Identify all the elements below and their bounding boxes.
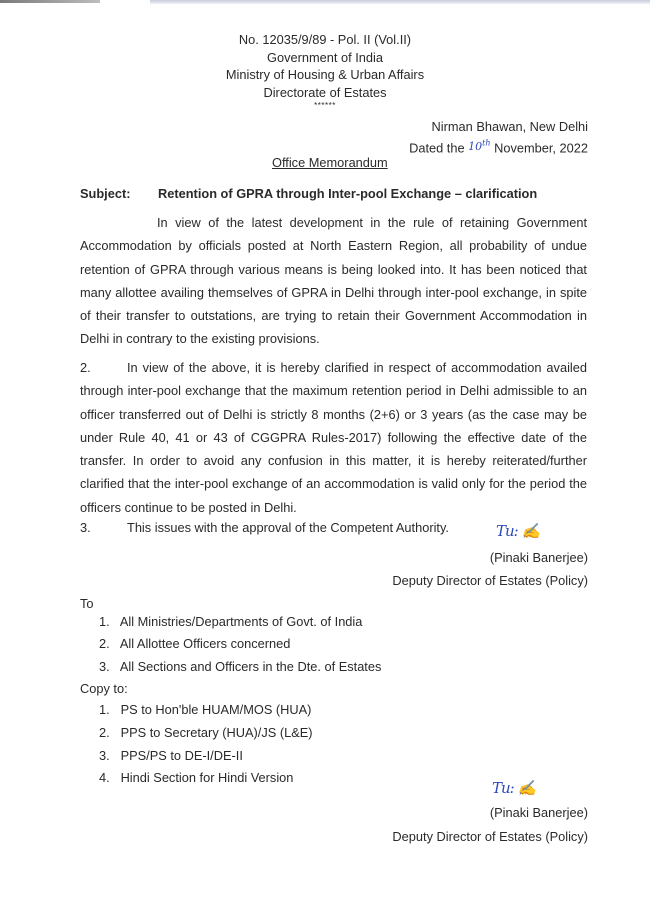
ministry-name: Ministry of Housing & Urban Affairs	[225, 67, 425, 82]
letterhead	[0, 31, 650, 111]
copy-to-list-item: 3. PPS/PS to DE-I/DE-II	[99, 748, 243, 763]
separator: ******	[314, 101, 336, 110]
directorate-name: Directorate of Estates	[263, 84, 387, 100]
to-list-item: 1. All Ministries/Departments of Govt. of India	[99, 614, 363, 629]
subject-line	[80, 186, 537, 201]
scan-edge-artifact	[150, 0, 650, 4]
memo-title: Office Memorandum	[272, 155, 388, 170]
handwritten-signature: Tu: ✍	[492, 779, 536, 797]
handwritten-date: 10th	[468, 138, 491, 153]
to-label: To	[80, 596, 94, 611]
subject-text: Retention of GPRA through Inter-pool Exchange – clarification	[158, 186, 538, 201]
government-name: Government of India	[267, 49, 383, 65]
subject-label: Subject:	[80, 186, 131, 201]
paragraph-3: 3. This issues with the approval of the Competent Authority.	[80, 520, 449, 535]
date-line	[409, 138, 588, 156]
copy-to-list-item: 1. PS to Hon'ble HUAM/MOS (HUA)	[99, 702, 312, 717]
paragraph-2: 2. In view of the above, it is hereby clarified in respect of accommodation availed through inter-pool exchange that the maximum retention period in Delhi admissible to an officer transferred out of Delhi is strictly 8 months (2+6) or 3 years (as the case may be under Rule 40, 41 or 43 of CGGPRA Rules-2017) following the effective date of the transfer. In order to avoid any confusion in this matter, it is hereby reiterated/further clarified that the inter-pool exchange of an accommodation is valid only for the period the officers continue to be posted in Delhi.	[80, 360, 587, 515]
file-number: No. 12035/9/89 - Pol. II (Vol.II)	[238, 32, 412, 47]
place: Nirman Bhawan, New Delhi	[431, 119, 588, 134]
signatory-name: (Pinaki Banerjee)	[489, 805, 588, 820]
to-list-item: 3. All Sections and Officers in the Dte. of Estates	[99, 659, 382, 674]
signatory-designation: Deputy Director of Estates (Policy)	[392, 573, 588, 588]
copy-to-label: Copy to:	[80, 681, 128, 696]
date-suffix: November, 2022	[494, 140, 588, 156]
date-prefix: Dated the	[409, 140, 465, 156]
copy-to-list-item: 4. Hindi Section for Hindi Version	[99, 770, 294, 785]
to-list-item: 2. All Allottee Officers concerned	[99, 636, 291, 651]
handwritten-signature: Tu: ✍	[496, 522, 540, 540]
signatory-name: (Pinaki Banerjee)	[489, 550, 588, 565]
copy-to-list-item: 2. PPS to Secretary (HUA)/JS (L&E)	[99, 725, 313, 740]
paragraph-1: In view of the latest development in the rule of retaining Government Accommodation by officials posted at North Eastern Region, all probability of undue retention of GPRA through various means is being looked into. It has been noticed that many allottee availing themselves of GPRA in Delhi through inter-pool exchange, in spite of their transfer to outstations, are trying to retain their Government Accommodation in Delhi in contrary to the existing provisions.	[80, 215, 587, 347]
scan-edge-artifact	[0, 0, 100, 3]
signatory-designation: Deputy Director of Estates (Policy)	[392, 829, 588, 844]
